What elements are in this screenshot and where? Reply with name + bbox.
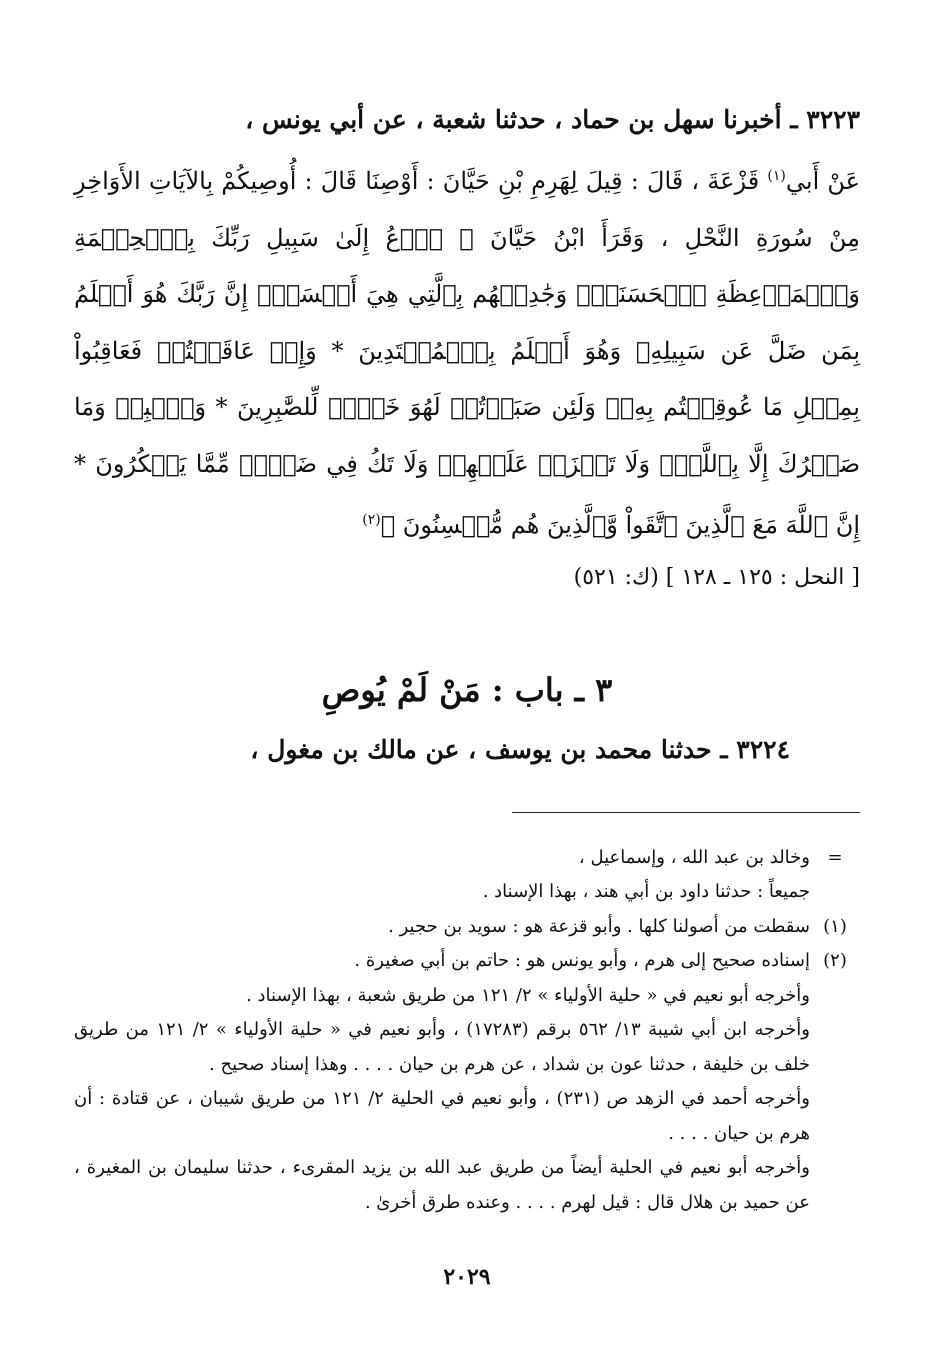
page-number: ٢٠٢٩: [443, 1264, 491, 1290]
chapter-title: ٣ ـ باب : مَنْ لَمْ يُوصِ: [321, 670, 613, 709]
footnote-line: وأخرجه أبو نعيم في الحلية أيضاً من طريق عبد الله بن يزيد المقرىء ، حدثنا سليمان بن المغيرة ، عن حميد بن هلال قال : قيل لهرم . . . . وعنده طرق أخرىٰ .: [74, 1157, 810, 1213]
footnote-line: جميعاً : حدثنا داود بن أبي هند ، بهذا الإسناد .: [482, 881, 810, 902]
footnote-line: وأخرجه أبو نعيم في « حلية الأولياء » ٢/ ١٢١ من طريق شعبة ، بهذا الإسناد .: [246, 984, 810, 1006]
footnotes: [74, 841, 860, 1221]
footnote-text: [74, 841, 810, 910]
footnote-text: [74, 944, 810, 1220]
footnote-line: وخالد بن عبد الله ، وإسماعيل ،: [578, 846, 810, 868]
footnote-line: سقطت من أصولنا كلها . وأبو قزعة هو : سويد بن حجير .: [388, 915, 810, 937]
footnote-ref-1: (١): [767, 168, 786, 184]
hadith-3223-text-start: عَنْ أَبي: [785, 167, 860, 195]
footnote-1: [74, 910, 860, 945]
footnote-2: [74, 944, 860, 1220]
footnote-line: إسناده صحيح إلى هرم ، وأبو يونس هو : حاتم بن أبي صغيرة .: [354, 950, 810, 971]
footnote-label: (٢): [823, 950, 847, 971]
footnote-ref-2: (٢): [362, 512, 381, 528]
footnote-separator: [512, 812, 860, 813]
footnote-line: وأخرجه أحمد في الزهد ص (٢٣١) ، وأبو نعيم في الحلية ٢/ ١٢١ من طريق شيبان ، عن قتادة : أن هرم بن حيان . . . .: [74, 1088, 810, 1144]
footnote-line: وأخرجه ابن أبي شيبة ١٣/ ٥٦٢ برقم (١٧٢٨٣) ، وأبو نعيم في « حلية الأولياء » ٢/ ١٢١ من طريق خلف بن خليفة ، حدثنا عون بن شداد ، عن هرم بن حيان . . . . وهذا إسناد صحيح .: [74, 1019, 810, 1075]
hadith-3224-heading: ٣٢٢٤ ـ حدثنا محمد بن يوسف ، عن مالك بن مغول ،: [250, 734, 790, 764]
hadith-3223-text-main: قَزْعَةَ ، قَالَ : قِيلَ لِهَرِمِ بْنِ حَيَّانَ : أَوْصِنَا قَالَ : أُوصِيكُمْ بِالآيَاتِ الأَوَاخِرِ مِنْ سُورَةِ النَّحْلِ ، وَقَرَأَ ابْنُ حَيَّانَ: [74, 167, 860, 252]
hadith-3223-text: [74, 148, 860, 554]
hadith-3223-heading: ٣٢٢٣ ـ أخبرنا سهل بن حماد ، حدثنا شعبة ، عن أبي يونس ،: [245, 105, 860, 134]
footnote-label: =: [827, 846, 843, 868]
footnote-continued: [74, 841, 860, 910]
quran-reference: [ النحل : ١٢٥ ـ ١٢٨ ] (ك: ٥٢١): [573, 564, 860, 590]
quran-verses: ﴿ ٱدۡعُ إِلَىٰ سَبِيلِ رَبِّكَ بِٱلۡحِكۡمَةِ وَٱلۡمَوۡعِظَةِ ٱلۡحَسَنَةِۖ وَجَٰدِلۡهُم بِٱلَّتِي هِيَ أَحۡسَنُۚ إِنَّ رَبَّكَ هُوَ أَعۡلَمُ بِمَن ضَلَّ عَن سَبِيلِهِۦ وَهُوَ أَعۡلَمُ بِٱلۡمُهۡتَدِينَ * وَإِنۡ عَاقَبۡتُمۡ فَعَاقِبُواْ بِمِثۡلِ مَا عُوقِبۡتُم بِهِۦۖ وَلَئِن صَبَرۡتُمۡ لَهُوَ خَيۡرٞ لِّلصَّٰبِرِينَ * وَٱصۡبِرۡ وَمَا صَبۡرُكَ إِلَّا بِٱللَّهِۚ وَلَا تَحۡزَنۡ عَلَيۡهِمۡ وَلَا تَكُ فِي ضَيۡقٖ مِّمَّا يَمۡكُرُونَ * إِنَّ ٱللَّهَ مَعَ ٱلَّذِينَ ٱتَّقَواْ وَّٱلَّذِينَ هُم مُّحۡسِنُونَ ﴾: [74, 223, 860, 539]
footnote-label: (١): [823, 915, 847, 937]
footnote-text: [74, 910, 810, 945]
